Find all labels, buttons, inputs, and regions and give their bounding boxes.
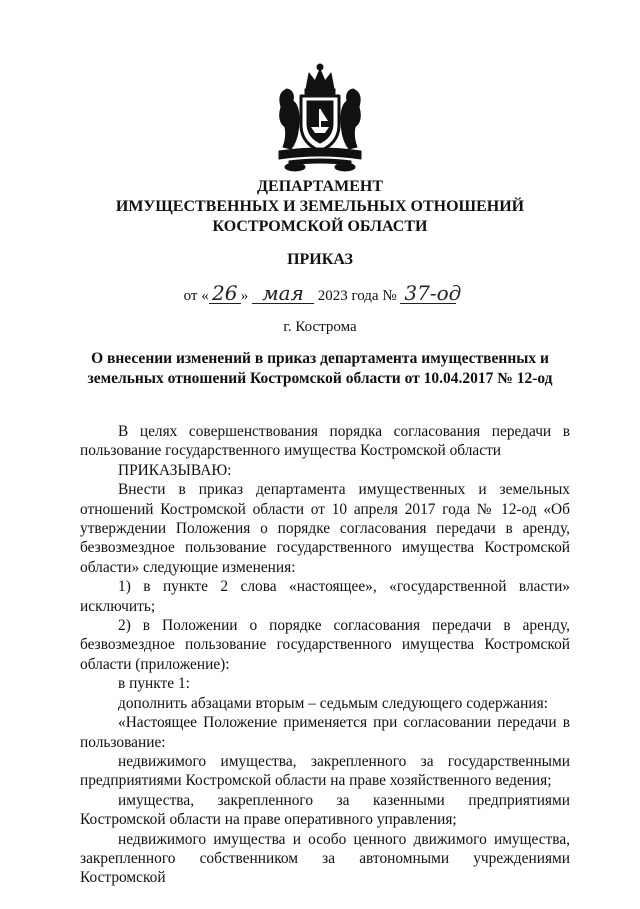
paragraph-quote-start: «Настоящее Положение применяется при согласовании передачи в пользование:: [80, 714, 570, 751]
paragraph-add-clauses: дополнить абзацами вторым – седьмым следующего содержания:: [118, 694, 548, 712]
document-body: [80, 422, 570, 888]
paragraph-purpose: В целях совершенствования порядка согласования передачи в пользование государственного имущества Костромской области: [80, 423, 570, 460]
coat-of-arms-emblem: [271, 63, 369, 173]
department-name-line2: ИМУЩЕСТВЕННЫХ И ЗЕМЕЛЬНЫХ ОТНОШЕНИЙ: [115, 198, 525, 215]
paragraph-real-estate: недвижимого имущества, закрепленного за государственными предприятиями Костромской области на праве хозяйственного ведения;: [80, 752, 570, 790]
paragraph-property: имущества, закрепленного за казенными предприятиями Костромской области на праве оперативного управления;: [80, 791, 570, 829]
subject-line1: О внесении изменений в приказ департамента имущественных и: [91, 350, 549, 367]
department-name-line1: ДЕПАРТАМЕНТ: [257, 178, 383, 195]
paragraph-amend: Внести в приказ департамента имущественных и земельных отношений Костромской области от 10 апреля 2017 года № 12-од «Об утверждении Положения о порядке согласования передачи в аренду, безвозмездное пользование государственного имущества Костромской области» следующие изменения:: [80, 481, 570, 576]
handwritten-order-number: 37-од: [400, 283, 456, 304]
paragraph-movable: недвижимого имущества и особо ценного движимого имущества, закрепленного собственником за автономными учреждениями Костромской: [80, 830, 570, 887]
date-mid: »: [240, 288, 249, 304]
paragraph-point-1: в пункте 1:: [118, 675, 190, 693]
order-date-line: [0, 283, 640, 306]
year-text: 2023 года №: [317, 288, 397, 304]
department-name-line3: КОСТРОМСКОЙ ОБЛАСТИ: [212, 218, 428, 235]
order-title: ПРИКАЗ: [287, 251, 353, 268]
paragraph-item-2: 2) в Положении о порядке согласования передачи в аренду, безвозмездное пользование государственного имущества Костромской области (приложение):: [80, 617, 570, 673]
handwritten-month: мая: [252, 283, 314, 304]
paragraph-item-1: 1) в пункте 2 слова «настоящее», «государственной власти» исключить;: [80, 578, 570, 615]
city-name: г. Кострома: [283, 319, 357, 335]
handwritten-day: 26: [209, 283, 241, 304]
subject-line2: земельных отношений Костромской области от 10.04.2017 № 12-од: [87, 370, 553, 387]
date-prefix: от «: [183, 288, 209, 304]
paragraph-order: ПРИКАЗЫВАЮ:: [118, 461, 232, 479]
